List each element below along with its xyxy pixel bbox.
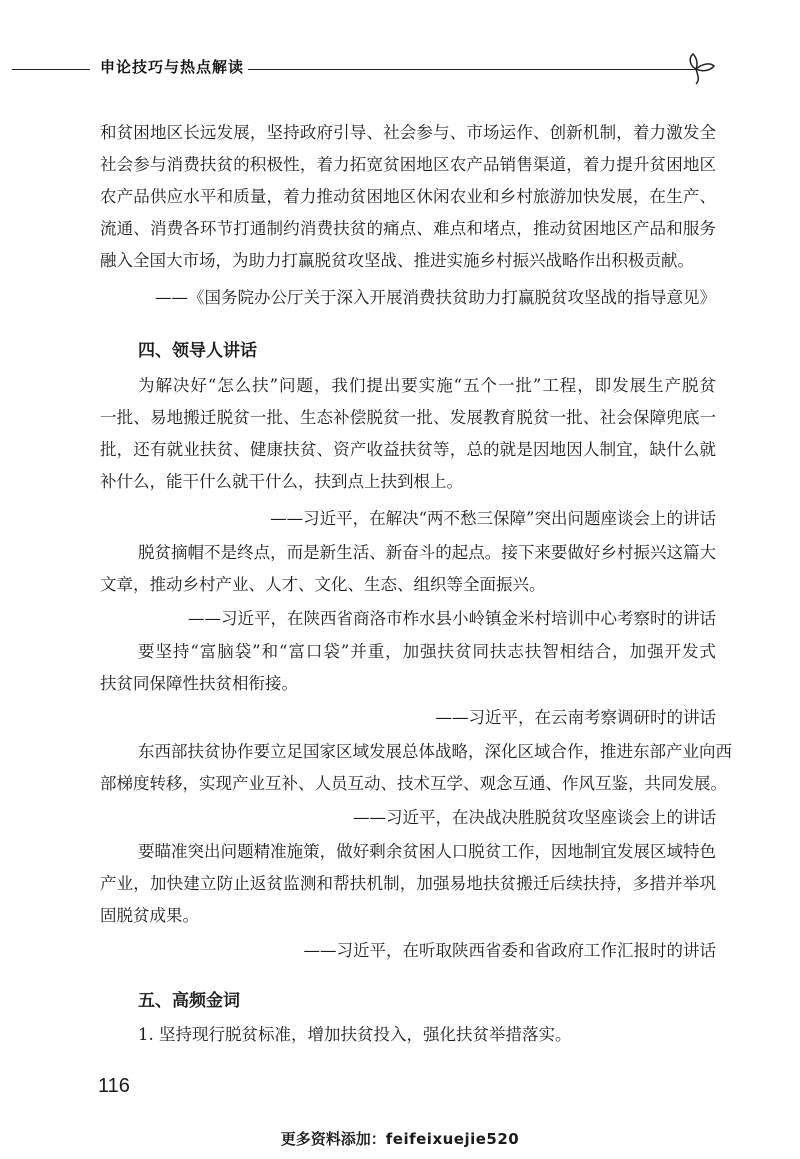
q5-line-1: 要瞄准突出问题精准施策，做好剩余贫困人口脱贫工作，因地制宜发展区域特色 [138,842,716,861]
p1-line-1: 和贫困地区长远发展，坚持政府引导、社会参与、市场运作、创新机制，着力激发全 [100,123,716,142]
header-rule-right [248,69,696,70]
q2-line-2: 文章，推动乡村产业、人才、文化、生态、组织等全面振兴。 [100,575,546,594]
q1-line-2: 一批、易地搬迁脱贫一批、生态补偿脱贫一批、发展教育脱贫一批、社会保障兜底一 [100,408,716,427]
sprout-icon [684,42,724,86]
q4-line-2: 部梯度转移，实现产业互补、人员互动、技术互学、观念互通、作风互鉴，共同发展。 [100,774,727,793]
p1-line-2: 社会参与消费扶贫的积极性，着力拓宽贫困地区农产品销售渠道，着力提升贫困地区 [100,155,716,174]
p1-line-4: 流通、消费各环节打通制约消费扶贫的痛点、难点和堵点，推动贫困地区产品和服务 [100,219,716,238]
q2-source: ——习近平，在陕西省商洛市柞水县小岭镇金米村培训中心考察时的讲话 [188,609,716,628]
q3-source: ——习近平，在云南考察调研时的讲话 [435,708,716,727]
q4-line-1: 东西部扶贫协作要立足国家区域发展总体战略，深化区域合作，推进东部产业向西 [138,742,732,761]
header-rule-left [12,69,90,70]
q3-line-2: 扶贫同保障性扶贫相衔接。 [100,674,298,693]
q1-line-4: 补什么，能干什么就干什么，扶到点上扶到根上。 [100,472,463,491]
q1-line-3: 批，还有就业扶贫、健康扶贫、资产收益扶贫等，总的就是因地因人制宜，缺什么就 [100,440,716,459]
q1-line-1: 为解决好“怎么扶”问题，我们提出要实施“五个一批”工程，即发展生产脱贫 [138,376,716,395]
page-number: 116 [98,1075,130,1097]
q4-source: ——习近平，在决战决胜脱贫攻坚座谈会上的讲话 [353,808,716,827]
p1-source: ——《国务院办公厅关于深入开展消费扶贫助力打赢脱贫攻坚战的指导意见》 [155,288,716,307]
p1-line-3: 农产品供应水平和质量，着力推动贫困地区休闲农业和乡村旅游加快发展，在生产、 [100,187,716,206]
footer-id: feifeixuejie520 [385,1130,520,1148]
p1-line-5: 融入全国大市场，为助力打赢脱贫攻坚战、推进实施乡村振兴战略作出积极贡献。 [100,251,694,270]
q3-line-1: 要坚持“富脑袋”和“富口袋”并重，加强扶贫同扶志扶智相结合，加强开发式 [138,642,716,661]
q2-line-1: 脱贫摘帽不是终点，而是新生活、新奋斗的起点。接下来要做好乡村振兴这篇大 [138,543,716,562]
running-header [0,52,800,92]
footer-label: 更多资料添加： [280,1130,386,1148]
section5-heading: 五、高频金词 [138,991,240,1011]
q5-line-2: 产业，加快建立防止返贫监测和帮扶机制，加强易地扶贫搬迁后续扶持，多措并举巩 [100,874,716,893]
footer-note [0,1128,800,1149]
q1-source: ——习近平，在解决“两不愁三保障”突出问题座谈会上的讲话 [270,509,716,528]
q5-source: ——习近平，在听取陕西省委和省政府工作汇报时的讲话 [303,941,716,960]
section4-heading: 四、领导人讲话 [138,341,257,361]
q5-line-3: 固脱贫成果。 [100,906,199,925]
header-title: 申论技巧与热点解读 [100,58,245,76]
section5-item-1: 1. 坚持现行脱贫标准，增加扶贫投入，强化扶贫举措落实。 [138,1025,572,1044]
